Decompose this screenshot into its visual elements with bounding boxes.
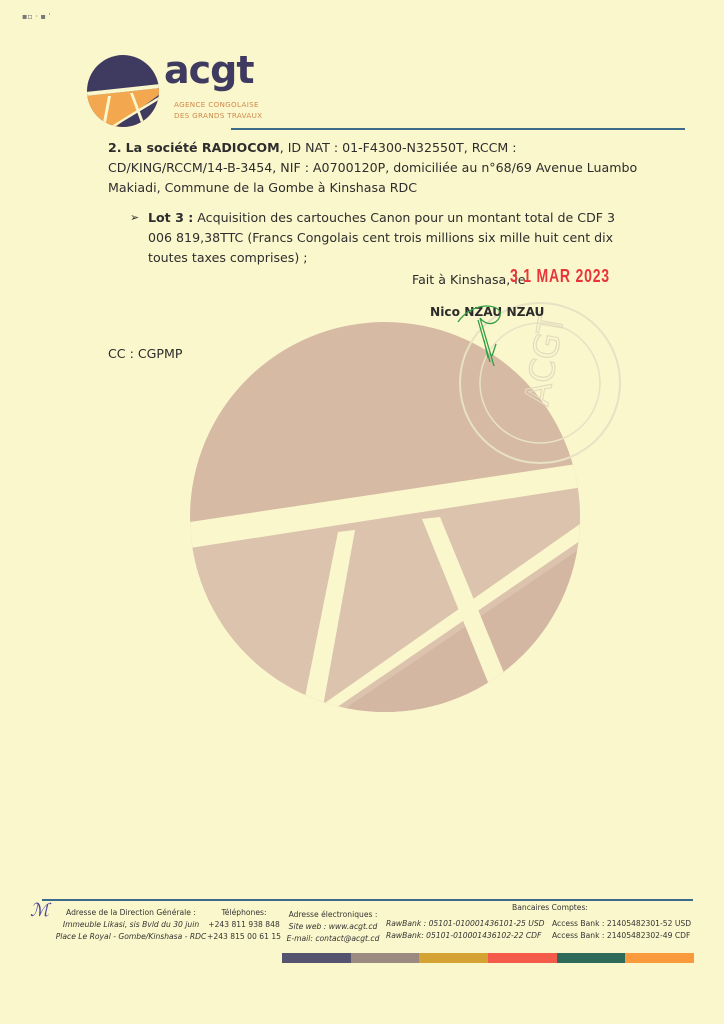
cc-line: CC : CGPMP bbox=[108, 346, 183, 361]
address-line2: Place Le Royal - Gombe/Kinshasa - RDC bbox=[55, 932, 207, 941]
logo-subtitle bbox=[174, 99, 262, 121]
footer-bank-accounts bbox=[386, 918, 696, 942]
footer-address bbox=[48, 907, 214, 943]
company-name: La société RADIOCOM bbox=[125, 140, 280, 155]
lot-label: Lot 3 : bbox=[148, 210, 194, 225]
lot-item bbox=[130, 208, 640, 268]
item-number: 2. bbox=[108, 140, 122, 155]
footer-electronic bbox=[284, 909, 382, 945]
address-title: Adresse de la Direction Générale : bbox=[66, 908, 196, 917]
color-segment bbox=[557, 953, 626, 963]
logo-subtitle-line2: DES GRANDS TRAVAUX bbox=[174, 111, 263, 120]
signer-name: Nico NZAU NZAU bbox=[430, 305, 545, 319]
initials-mark-icon: ℳ bbox=[30, 900, 50, 921]
company-details: , ID NAT : 01-F4300-N32550T, RCCM : CD/KING/RCCM/14-B-3454, NIF : A0700120P, domiciliée au n°68/69 Avenue Luambo Makiadi, Commune de la Gombe à Kinshasa RDC bbox=[108, 140, 638, 195]
signature-icon bbox=[450, 300, 530, 380]
color-segment bbox=[282, 953, 351, 963]
phone-1: +243 811 938 848 bbox=[208, 920, 280, 929]
logo-wordmark: acgt bbox=[164, 48, 254, 92]
logo-subtitle-line1: AGENCE CONGOLAISE bbox=[174, 100, 259, 109]
email: E-mail: contact@acgt.cd bbox=[286, 934, 380, 943]
address-line1: Immeuble Likasi, sis Bvld du 30 juin bbox=[62, 920, 200, 929]
svg-text:ACGT: ACGT bbox=[517, 310, 573, 409]
phones-title: Téléphones: bbox=[221, 908, 267, 917]
accessbank-cdf: Access Bank : 21405482302-49 CDF bbox=[552, 931, 691, 940]
acgt-logo-icon bbox=[86, 54, 160, 128]
bank-title: Bancaires Comptes: bbox=[512, 903, 588, 912]
electronic-title: Adresse électroniques : bbox=[288, 910, 378, 919]
phone-2: +243 815 00 61 15 bbox=[207, 932, 281, 941]
rawbank-usd: RawBank : 05101-010001436101-25 USD bbox=[386, 919, 545, 928]
color-segment bbox=[351, 953, 420, 963]
color-segment bbox=[419, 953, 488, 963]
place-label: Fait à Kinshasa, le bbox=[412, 272, 526, 287]
footer-phones bbox=[207, 907, 281, 943]
color-segment bbox=[625, 953, 694, 963]
footer-divider bbox=[42, 899, 693, 901]
accessbank-usd: Access Bank : 21405482301-52 USD bbox=[552, 919, 692, 928]
date-stamp: 3 1 MAR 2023 bbox=[510, 266, 610, 286]
lot-description: Acquisition des cartouches Canon pour un montant total de CDF 3 006 819,38TTC (Francs Congolais cent trois millions six mille huit cent dix toutes taxes comprises) ; bbox=[148, 210, 616, 265]
color-segment bbox=[488, 953, 557, 963]
header-divider bbox=[231, 128, 685, 130]
scan-artifact-marks: ▪▫ · ▪ ˈ bbox=[22, 12, 51, 21]
brand-color-bar bbox=[282, 953, 694, 963]
rawbank-cdf: RawBank: 05101-010001436102-22 CDF bbox=[386, 931, 542, 940]
company-paragraph bbox=[108, 138, 638, 198]
arrow-bullet-icon: ➢ bbox=[130, 211, 140, 224]
website: Site web : www.acgt.cd bbox=[288, 922, 378, 931]
